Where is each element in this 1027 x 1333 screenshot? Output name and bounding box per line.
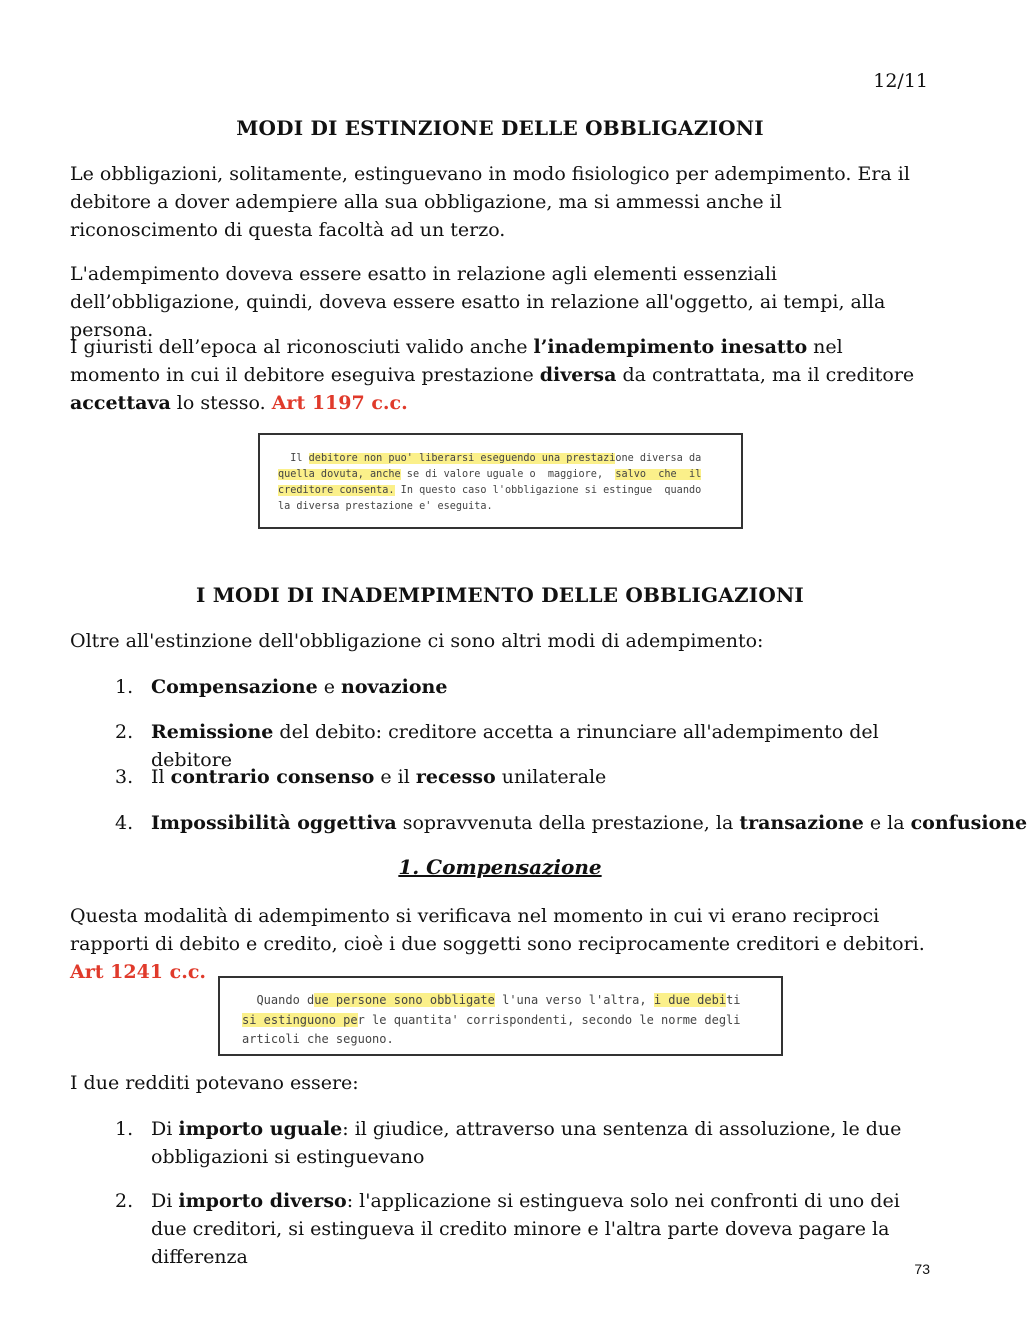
bold-term: Compensazione bbox=[151, 676, 318, 698]
quote-line: la diversa prestazione e' eseguita. bbox=[278, 501, 493, 512]
quote-line: Il debitore non puo' liberarsi eseguendo una prestazione diversa da bbox=[278, 453, 702, 464]
list-number: 2. bbox=[115, 1190, 134, 1212]
code-excerpt-art-1241 bbox=[218, 976, 783, 1056]
quote-line: quella dovuta, anche se di valore uguale o maggiore, salvo che il bbox=[278, 469, 702, 480]
section-title-estinzione: MODI DI ESTINZIONE DELLE OBBLIGAZIONI bbox=[236, 116, 764, 140]
list-number: 1. bbox=[115, 1118, 134, 1140]
list-number: 2. bbox=[115, 721, 134, 743]
page-number: 73 bbox=[914, 1261, 930, 1277]
bold-term: Impossibilità oggettiva bbox=[151, 812, 397, 834]
bold-term: transazione bbox=[739, 812, 864, 834]
paragraph-intro-modi: Oltre all'estinzione dell'obbligazione ci sono altri modi di adempimento: bbox=[70, 630, 764, 652]
list-number: 4. bbox=[115, 812, 134, 834]
bold-term: confusione bbox=[910, 812, 1027, 834]
paragraph-adempimento: Le obbligazioni, solitamente, estinguevano in modo fisiologico per adempimento. Era il debitore a dover adempiere alla sua obbligazione, ma si ammessi anche il riconoscimento di questa facoltà ad un terzo. bbox=[70, 163, 910, 241]
bold-term: contrario consenso bbox=[170, 766, 375, 788]
page-date: 12/11 bbox=[873, 70, 928, 92]
bold-term: Remissione bbox=[151, 721, 274, 743]
text-fragment: da contrattata, ma il creditore bbox=[616, 364, 915, 386]
bold-term: importo uguale bbox=[178, 1118, 343, 1140]
quote-line: Quando due persone sono obbligate l'una verso l'altra, i due debiti bbox=[242, 993, 741, 1007]
bold-term: recesso bbox=[415, 766, 496, 788]
paragraph-redditi: I due redditi potevano essere: bbox=[70, 1072, 359, 1094]
list-number: 1. bbox=[115, 676, 134, 698]
quote-line: si estinguono per le quantita' corrispondenti, secondo le norme degli bbox=[242, 1012, 741, 1027]
code-excerpt-art-1197 bbox=[258, 433, 743, 529]
quote-line: creditore consenta. In questo caso l'obbligazione si estingue quando bbox=[278, 485, 702, 496]
quote-line: articoli che seguono. bbox=[242, 1032, 394, 1046]
paragraph-compensazione: Questa modalità di adempimento si verificava nel momento in cui vi erano reciproci rapporti di debito e credito, cioè i due soggetti sono reciprocamente creditori e debitori. Art 1241 c.c. bbox=[70, 905, 925, 983]
bold-term: accettava bbox=[70, 392, 171, 414]
text-fragment: I giuristi dell’epoca al riconosciuti valido anche bbox=[70, 336, 534, 358]
section-title-inadempimento: I MODI DI INADEMPIMENTO DELLE OBBLIGAZIONI bbox=[196, 583, 804, 607]
article-reference: Art 1241 c.c. bbox=[70, 961, 207, 983]
article-reference: Art 1197 c.c. bbox=[271, 392, 408, 414]
bold-term: importo diverso bbox=[178, 1190, 347, 1212]
text-fragment: nel momento in cui il debitore eseguiva prestazione bbox=[70, 336, 843, 386]
text-fragment: lo stesso. bbox=[170, 392, 272, 414]
paragraph-adempimento-esatto: L'adempimento doveva essere esatto in relazione agli elementi essenziali dell’obbligazione, quindi, doveva essere esatto in relazione all'oggetto, ai tempi, alla persona. bbox=[70, 263, 886, 341]
list-number: 3. bbox=[115, 766, 134, 788]
bold-term: novazione bbox=[341, 676, 448, 698]
bold-term: l’inadempimento inesatto bbox=[533, 336, 808, 358]
document-page: 12/11 MODI DI ESTINZIONE DELLE OBBLIGAZIONI Le obbligazioni, solitamente, estinguevano in modo fisiologico per adempimento. Era il debitore a dover adempiere alla sua obbligazione, ma si ammessi anche il riconoscimento di questa facoltà ad un terzo. L'adempimento doveva essere esatto in relazione agli elementi essenziali dell’obbligazione, quindi, doveva essere esatto in relazione all'oggetto, ai tempi, alla persona. I giuristi dell’epoca al riconosciuti valido anche l’inadempimento inesatto nel momento in cui il debitore eseguiva prestazione diversa da contrattata, ma il creditore accettava lo stesso. Art 1197 c.c. Il debitore non puo' liberarsi eseguendo una prestazione diversa da quella dovuta, anche se di valore uguale o maggiore, salvo che il creditore consenta. In questo caso l'obbligazione si estingue quando la diversa prestazione e' eseguita. I MODI DI INADEMPIMENTO DELLE OBBLIGAZIONI Oltre all'estinzione dell'obbligazione ci sono altri modi di adempimento: 1. Compensazione e novazione 2. Remissione del debito: creditore accetta a rinunciare all'adempimento del debitore 3. Il contrario consenso e il recesso unilaterale 4. Impossibilità oggettiva sopravvenuta della prestazione, la transazione e la confusione 1. Compensazione Questa modalità di adempimento si verificava nel momento in cui vi erano reciproci rapporti di debito e credito, cioè i due soggetti sono reciprocamente creditori e debitori. Art 1241 c.c. Quando due persone sono obbligate l'una verso l'altra, i due debiti si estinguono per le quantita' corrispondenti, secondo le norme degli articoli che seguono. I due redditi potevano essere: 1. Di importo uguale: il giudice, attraverso una sentenza di assoluzione, le due obbligazioni si estinguevano 2. Di importo diverso: l'applicazione si estingueva solo nei confronti di uno dei due creditori, si estingueva il credito minore e l'altra parte doveva pagare la differenza 73 bbox=[70, 70, 1027, 1277]
subsection-title-compensazione: 1. Compensazione bbox=[398, 855, 602, 879]
bold-term: diversa bbox=[539, 364, 617, 386]
paragraph-inadempimento-inesatto bbox=[70, 333, 932, 417]
